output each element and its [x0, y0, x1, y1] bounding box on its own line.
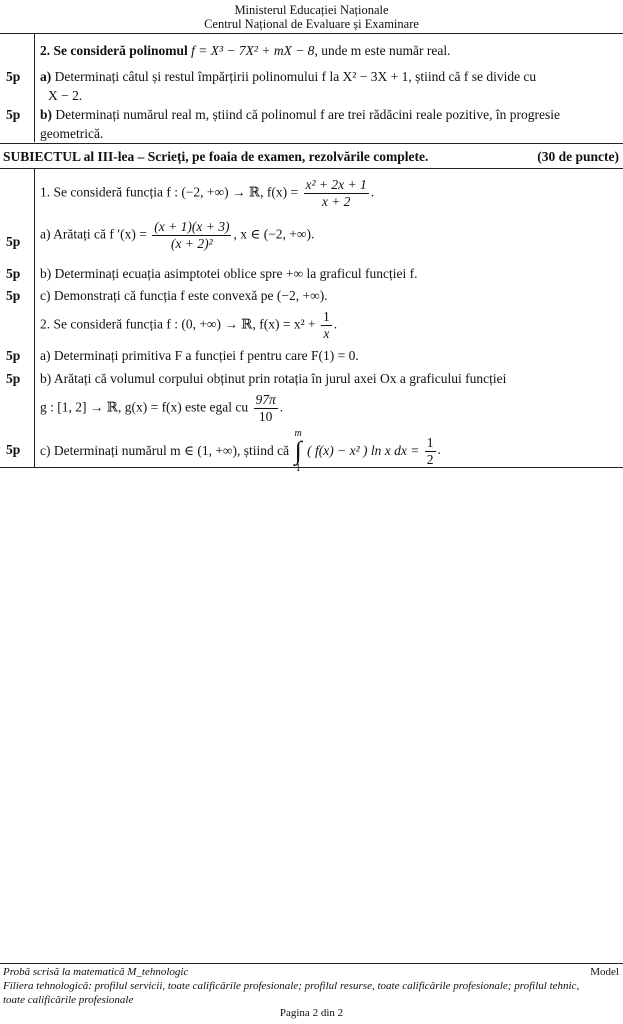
points-1b: 5p	[6, 266, 21, 281]
ministry-name: Ministerul Educației Naționale	[234, 3, 389, 17]
problem-2-statement: 2. Se consideră polinomul f = X³ − 7X² + mX − 8, unde m este număr real.	[40, 43, 451, 58]
points-column-divider	[34, 34, 35, 142]
points-1c: 5p	[6, 288, 21, 303]
page-header	[0, 3, 623, 31]
section-score: (30 de puncte)	[537, 149, 619, 164]
question-1c: c) Demonstrați că funcția f este convexă pe (−2, +∞).	[40, 288, 328, 303]
question-1a: a) Arătați că f ′(x) = $\frac{(x + 1)(x + 3)}{\text{(x + 2)²}}$ , x ∈ (−2, +∞).	[40, 219, 315, 251]
question-1b: b) Determinați ecuația asimptotei oblice spre +∞ la graficul funcției f.	[40, 266, 418, 281]
page-number: Pagina 2 din 2	[279, 1007, 344, 1019]
p1-fraction: $\frac{\text{x² + 2x + 1}}{x + 2}$	[305, 177, 367, 209]
integral-sign: m ∫ 1	[294, 428, 302, 474]
question-2a: a) Determinați câtul și restul împărțirii polinomului f la X² − 3X + 1, știind că f se divide cu	[40, 69, 537, 84]
question-2b-iii: b) Arătați că volumul corpului obținut prin rotația în jurul axei Ox a graficului funcției	[40, 371, 507, 386]
content-end-rule	[0, 467, 623, 468]
header-rule	[0, 33, 623, 34]
question-2a-iii: a) Determinați primitiva F a funcției f pentru care F(1) = 0.	[40, 348, 359, 363]
points-1a: 5p	[6, 234, 21, 249]
footer-model: Model	[590, 966, 619, 978]
points-2a-iii: 5p	[6, 348, 21, 363]
volume-fraction: $\frac{97\pi}{10}$	[255, 392, 276, 424]
section-rule-top	[0, 143, 623, 144]
derivative-fraction: $\frac{(x + 1)(x + 3)}{\text{(x + 2)²}}$	[154, 219, 230, 251]
question-2b: b) Determinați numărul real m, știind că polinomul f are trei rădăcini reale pozitive, în progresie	[40, 107, 560, 122]
points-2a: 5p	[6, 69, 21, 84]
question-2b-cont: geometrică.	[40, 126, 104, 141]
section-title: SUBIECTUL al III-lea – Scrieți, pe foaia de examen, rezolvările complete.	[3, 149, 429, 164]
integral-result-fraction: $\frac{1}{2}$	[426, 434, 434, 467]
footer-filiera: Filiera tehnologică: profilul servicii, toate calificările profesionale; profilul resurse, toate calificările profesionale; profilul tehnic,	[3, 980, 580, 992]
center-name: Centrul Național de Evaluare și Examinare	[204, 17, 419, 31]
points-column-divider-2	[34, 169, 35, 467]
question-2c-iii: c) Determinați numărul m ∈ (1, +∞), știind că m ∫ 1 ( f(x) − x² ) ln x dx = $\frac{1}{2}$ .	[40, 428, 441, 474]
problem-2-function: 2. Se consideră funcția f : (0, +∞) → ℝ, f(x) = x² + $\frac{1}{x}$ .	[40, 309, 338, 341]
points-2b-iii: 5p	[6, 371, 21, 386]
p2-fraction: $\frac{1}{x}$	[323, 309, 330, 341]
section-rule-bottom	[0, 168, 623, 169]
question-2a-cont: X − 2.	[48, 88, 83, 103]
footer-exam-name: Probă scrisă la matematică M_tehnologic	[3, 966, 189, 978]
footer-filiera-cont: toate calificările profesionale	[3, 994, 134, 1006]
footer-rule	[0, 963, 623, 964]
problem-1-statement: 1. Se consideră funcția f : (−2, +∞) → ℝ, f(x) = $\frac{\text{x² + 2x + 1}}{x + 2}$ .	[40, 177, 375, 209]
question-2b-iii-cont: g : [1, 2] → ℝ, g(x) = f(x) este egal cu $\frac{97\pi}{10}$ .	[40, 392, 284, 424]
points-2b: 5p	[6, 107, 21, 122]
points-2c-iii: 5p	[6, 442, 21, 457]
